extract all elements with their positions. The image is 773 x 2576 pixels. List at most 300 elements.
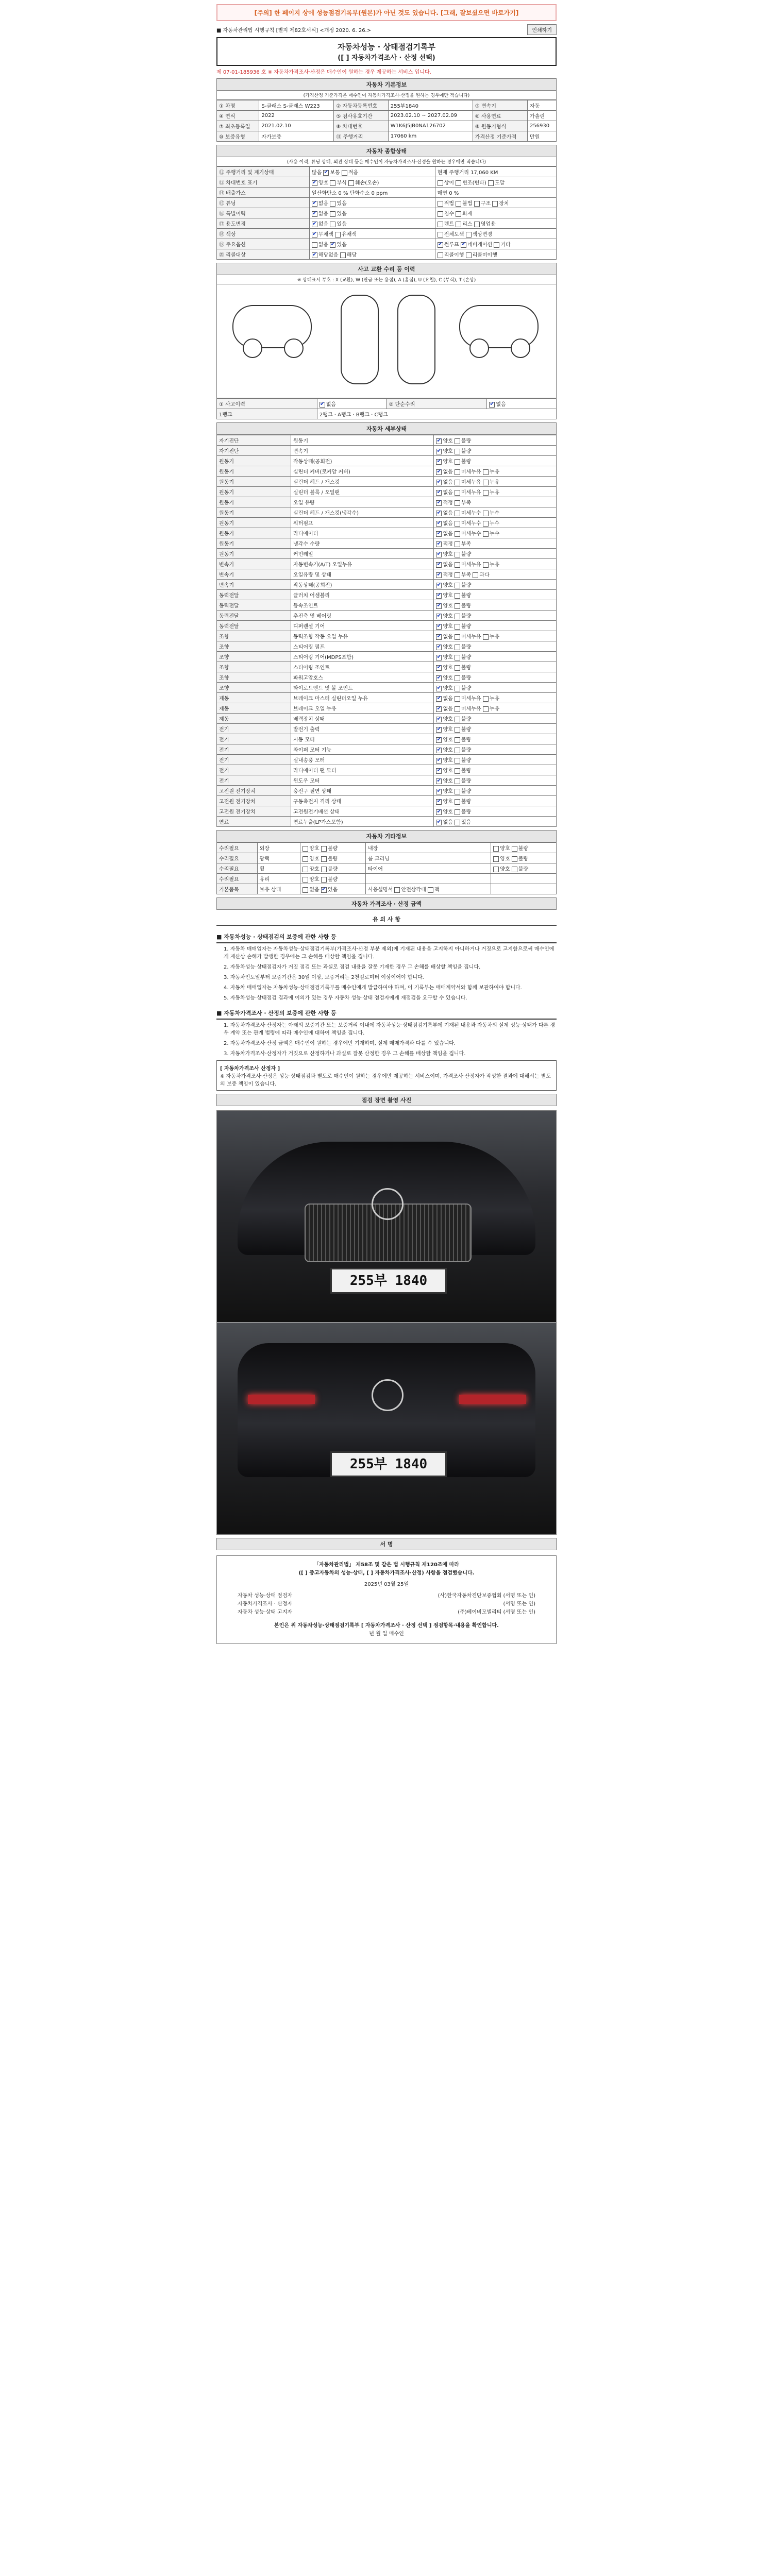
signature-row [222, 1600, 551, 1608]
checkbox-icon[interactable] [340, 252, 346, 258]
checkbox-icon[interactable] [312, 201, 317, 207]
checkbox-icon[interactable] [455, 593, 460, 599]
wheel-icon [469, 338, 489, 358]
checkbox-icon[interactable] [436, 789, 442, 794]
checkbox-icon[interactable] [323, 170, 329, 176]
checkbox-icon[interactable] [455, 768, 460, 774]
checkbox-icon[interactable] [493, 856, 499, 862]
checkbox-icon[interactable] [461, 242, 466, 248]
checkbox-icon[interactable] [342, 170, 347, 176]
basic-info-label: ⑨ 원동기형식 [473, 121, 527, 131]
checkbox-icon[interactable] [436, 645, 442, 650]
detail-row [217, 611, 557, 621]
other-info-cell: 기본품목 [217, 884, 258, 894]
detail-category: 조향 [217, 631, 291, 641]
signature-signer[interactable]: (주)베이비모빌리티 (서명 또는 인) [458, 1609, 535, 1615]
detail-item: 실린더 커버(로커암 커버) [291, 466, 434, 477]
detail-row [217, 477, 557, 487]
checkbox-icon[interactable] [436, 696, 442, 702]
checkbox-icon[interactable] [436, 531, 442, 537]
basic-info-value: 2021.02.10 [259, 121, 334, 131]
detail-item: 스티어링 펌프 [291, 641, 434, 652]
checkbox-icon[interactable] [436, 572, 442, 578]
checkbox-icon[interactable] [436, 511, 442, 516]
checkbox-icon[interactable] [436, 490, 442, 496]
detail-category: 전기 [217, 765, 291, 775]
checkbox-icon[interactable] [303, 877, 308, 883]
detail-category: 원동기 [217, 507, 291, 518]
checkbox-icon[interactable] [436, 459, 442, 465]
detail-category: 조향 [217, 662, 291, 672]
checkbox-icon[interactable] [474, 201, 480, 207]
overall-row [217, 239, 557, 249]
signature-heading: 서 명 [216, 1538, 557, 1550]
detail-row [217, 621, 557, 631]
checkbox-icon[interactable] [483, 490, 489, 496]
overall-value: ✔ 썬루프 ✔네비게이션 기타 [435, 239, 556, 249]
checkbox-icon[interactable] [335, 232, 341, 238]
detail-status: ✔ 양호 불량 [434, 734, 557, 744]
checkbox-icon[interactable] [436, 449, 442, 454]
checkbox-icon[interactable] [312, 242, 317, 248]
checkbox-icon[interactable] [494, 242, 499, 248]
checkbox-icon[interactable] [455, 469, 460, 475]
checkbox-icon[interactable] [330, 242, 335, 248]
notice1-list [224, 945, 557, 1002]
detail-status: ✔ 양호 불량 [434, 755, 557, 765]
license-plate: 255부 1840 [330, 1451, 447, 1477]
basic-info-label: ⑤ 검사유효기간 [334, 111, 388, 121]
checkbox-icon[interactable] [436, 799, 442, 805]
checkbox-icon[interactable] [321, 846, 327, 852]
checkbox-icon[interactable] [428, 887, 433, 893]
checkbox-icon[interactable] [483, 531, 489, 537]
other-info-cell: 사용설명서 안전삼각대 잭 [365, 884, 491, 894]
detail-category: 동력전달 [217, 611, 291, 621]
checkbox-icon[interactable] [436, 603, 442, 609]
basic-info-row [217, 121, 557, 131]
detail-status: ✔ 없음 있음 [434, 817, 557, 827]
detail-status: ✔ 양호 불량 [434, 796, 557, 806]
notice2-heading: ■ 자동차가격조사 · 산정의 보증에 관한 사항 등 [216, 1007, 557, 1020]
checkbox-icon[interactable] [455, 603, 460, 609]
detail-row [217, 518, 557, 528]
checkbox-icon[interactable] [512, 846, 517, 852]
signature-intro: 「자동차관리법」 제58조 및 같은 법 시행규칙 제120조에 따라 [313, 1562, 460, 1568]
warning-banner[interactable]: [주의] 한 페이지 상에 성능점검기록부(원본)가 아닌 것도 있습니다. [그래, 잘보셨으면 바로가기] [216, 4, 557, 21]
checkbox-icon[interactable] [455, 541, 460, 547]
detail-category: 제동 [217, 693, 291, 703]
checkbox-icon[interactable] [436, 624, 442, 630]
detail-item: 클러치 어셈블리 [291, 590, 434, 600]
signature-signer[interactable]: (서명 또는 인) [503, 1601, 535, 1607]
frame-rank-b: B랭크 [356, 412, 369, 418]
checkbox-icon[interactable] [438, 201, 443, 207]
checkbox-icon[interactable] [348, 180, 354, 186]
checkbox-icon[interactable] [489, 402, 495, 408]
detail-category: 조향 [217, 652, 291, 662]
vehicle-photo-front[interactable] [217, 1111, 556, 1323]
basic-info-value: 256930 [527, 121, 556, 131]
detail-row [217, 456, 557, 466]
basic-info-row [217, 131, 557, 142]
basic-info-value: 자동 [527, 100, 556, 111]
detail-status: ✔ 적정 부족 [434, 538, 557, 549]
checkbox-icon[interactable] [330, 211, 335, 217]
checkbox-icon[interactable] [436, 820, 442, 825]
notice-paragraph: 2. 자동차성능·상태점검자가 거짓 점검 또는 과실로 점검 내용을 잘못 기재한 경우 그 손해를 배상할 책임을 집니다. [224, 964, 481, 970]
checkbox-icon[interactable] [303, 867, 308, 872]
basic-info-value: 만원 [527, 131, 556, 142]
checkbox-icon[interactable] [436, 727, 442, 733]
checkbox-icon[interactable] [512, 867, 517, 872]
detail-status: ✔ 양호 불량 [434, 744, 557, 755]
checkbox-icon[interactable] [303, 846, 308, 852]
checkbox-icon[interactable] [436, 778, 442, 784]
detail-category: 조향 [217, 641, 291, 652]
checkbox-icon[interactable] [456, 180, 461, 186]
basic-info-label: ⑩ 보증유형 [217, 131, 259, 142]
detail-category: 동력전달 [217, 590, 291, 600]
checkbox-icon[interactable] [436, 768, 442, 774]
basic-info-value: 2023.02.10 ~ 2027.02.09 [388, 111, 473, 121]
checkbox-icon[interactable] [455, 624, 460, 630]
overall-row [217, 177, 557, 188]
detail-status: ✔ 양호 불량 [434, 549, 557, 559]
detail-category: 고전원 전기장치 [217, 796, 291, 806]
checkbox-icon[interactable] [303, 856, 308, 862]
checkbox-icon[interactable] [455, 521, 460, 527]
detail-category: 고전원 전기장치 [217, 806, 291, 817]
checkbox-icon[interactable] [455, 696, 460, 702]
license-plate: 255부 1840 [330, 1268, 447, 1294]
checkbox-icon[interactable] [438, 242, 443, 248]
detail-row [217, 693, 557, 703]
checkbox-icon[interactable] [455, 717, 460, 722]
basic-info-label: ⑪ 주행거리 [334, 131, 388, 142]
detail-category: 조향 [217, 672, 291, 683]
checkbox-icon[interactable] [483, 562, 489, 568]
checkbox-icon[interactable] [394, 887, 400, 893]
checkbox-icon[interactable] [438, 232, 443, 238]
frame-rank-a: A랭크 [338, 412, 351, 418]
detail-item: 실린더 블록 / 오일팬 [291, 487, 434, 497]
detail-status: ✔ 양호 불량 [434, 683, 557, 693]
detail-row [217, 538, 557, 549]
mercedes-logo-icon [372, 1379, 404, 1411]
checkbox-icon[interactable] [455, 686, 460, 691]
other-info-cell: 보유 상태 [257, 884, 300, 894]
checkbox-icon[interactable] [303, 887, 308, 893]
overall-label: ⑮ 튜닝 [217, 198, 310, 208]
notice-paragraph: 1. 자동차 매매업자는 자동차성능·상태점검기록부(가격조사·산정 부분 제외)에 기재된 내용을 고지하지 아니하거나 거짓으로 고지함으로써 매수인에게 재산상 손해가 발생한 경우에는 그 손해를 배상할 책임을 집니다. [224, 946, 554, 960]
checkbox-icon[interactable] [488, 180, 494, 186]
checkbox-icon[interactable] [330, 201, 335, 207]
checkbox-icon[interactable] [438, 180, 443, 186]
checkbox-icon[interactable] [474, 222, 480, 227]
checkbox-icon[interactable] [436, 438, 442, 444]
checkbox-icon[interactable] [455, 614, 460, 619]
overall-note: (사용 이력, 튜닝 상태, 외관 상태 등은 매수인이 자동차가격조사·산정을 원하는 경우에만 적습니다) [216, 157, 557, 166]
checkbox-icon[interactable] [436, 717, 442, 722]
other-info-cell: 외장 [257, 843, 300, 853]
detail-item: 실린더 헤드 / 개스킷 [291, 477, 434, 487]
checkbox-icon[interactable] [483, 706, 489, 712]
detail-status: ✔ 없음 미세누수 누수 [434, 528, 557, 538]
overall-label: ⑭ 배출가스 [217, 188, 310, 198]
overall-value: ✔ 양호 부식 훼손(오손) [309, 177, 435, 188]
signature-row [222, 1608, 551, 1617]
other-info-cell: 수리필요 [217, 853, 258, 863]
checkbox-icon[interactable] [438, 211, 443, 217]
checkbox-icon[interactable] [455, 655, 460, 660]
detail-status: ✔ 양호 불량 [434, 446, 557, 456]
basic-info-row [217, 111, 557, 121]
checkbox-icon[interactable] [436, 480, 442, 485]
checkbox-icon[interactable] [455, 758, 460, 764]
wheel-icon [243, 338, 262, 358]
checkbox-icon[interactable] [438, 222, 443, 227]
checkbox-icon[interactable] [455, 634, 460, 640]
checkbox-icon[interactable] [493, 846, 499, 852]
overall-value: ✔ 없음 있음 [309, 218, 435, 229]
checkbox-icon[interactable] [455, 665, 460, 671]
checkbox-icon[interactable] [455, 480, 460, 485]
checkbox-icon[interactable] [321, 856, 327, 862]
checkbox-icon[interactable] [330, 180, 335, 186]
detail-category: 원동기 [217, 518, 291, 528]
checkbox-icon[interactable] [455, 500, 460, 506]
overall-heading: 자동차 종합상태 [216, 145, 557, 157]
other-info-cell [365, 874, 491, 884]
inspection-document [216, 4, 557, 1644]
detail-row [217, 435, 557, 446]
detail-row [217, 631, 557, 641]
checkbox-icon[interactable] [436, 665, 442, 671]
inspector-box [216, 1060, 557, 1091]
detail-category: 변속기 [217, 580, 291, 590]
checkbox-icon[interactable] [436, 706, 442, 712]
checkbox-icon[interactable] [436, 748, 442, 753]
checkbox-icon[interactable] [455, 675, 460, 681]
checkbox-icon[interactable] [436, 675, 442, 681]
checkbox-icon[interactable] [455, 645, 460, 650]
detail-status: ✔ 양호 불량 [434, 611, 557, 621]
checkbox-icon[interactable] [455, 809, 460, 815]
checkbox-icon[interactable] [483, 480, 489, 485]
detail-status: ✔ 적정 부족 과다 [434, 569, 557, 580]
checkbox-icon[interactable] [321, 867, 327, 872]
taillight-left [248, 1395, 315, 1404]
checkbox-icon[interactable] [436, 686, 442, 691]
overall-value: ✔ 무채색 유채색 [309, 229, 435, 239]
notice-paragraph: 2. 자동차가격조사·산정 금액은 매수인이 원하는 경우에만 기재하며, 실제 매매가격과 다를 수 있습니다. [224, 1041, 456, 1046]
detail-item: 오일유량 및 상태 [291, 569, 434, 580]
checkbox-icon[interactable] [456, 201, 461, 207]
checkbox-icon[interactable] [312, 180, 317, 186]
print-button[interactable]: 인쇄하기 [527, 24, 557, 35]
checkbox-icon[interactable] [455, 490, 460, 496]
checkbox-icon[interactable] [436, 583, 442, 588]
detail-item: 스티어링 조인트 [291, 662, 434, 672]
checkbox-icon[interactable] [436, 541, 442, 547]
detail-row [217, 683, 557, 693]
checkbox-icon[interactable] [436, 521, 442, 527]
checkbox-icon[interactable] [483, 511, 489, 516]
checkbox-icon[interactable] [436, 469, 442, 475]
checkbox-icon[interactable] [321, 887, 327, 893]
other-info-cell: 수리필요 [217, 874, 258, 884]
detail-category: 전기 [217, 744, 291, 755]
detail-status: ✔ 없음 미세누유 누유 [434, 703, 557, 714]
checkbox-icon[interactable] [312, 232, 317, 238]
title-line1: 자동차성능 · 상태점검기록부 [337, 42, 436, 52]
detail-row [217, 775, 557, 786]
checkbox-icon[interactable] [455, 789, 460, 794]
checkbox-icon[interactable] [312, 222, 317, 227]
detail-status: ✔ 양호 불량 [434, 714, 557, 724]
signature-row [222, 1592, 551, 1600]
checkbox-icon[interactable] [455, 531, 460, 537]
basic-info-label: ① 차명 [217, 100, 259, 111]
checkbox-icon[interactable] [455, 459, 460, 465]
checkbox-icon[interactable] [455, 820, 460, 825]
detail-category: 원동기 [217, 456, 291, 466]
checkbox-icon[interactable] [455, 778, 460, 784]
overall-value: 현재 주행거리 17,060 KM [435, 167, 556, 177]
detail-category: 자기진단 [217, 446, 291, 456]
detail-category: 원동기 [217, 487, 291, 497]
other-info-cell: 양호 불량 [300, 874, 366, 884]
checkbox-icon[interactable] [436, 500, 442, 506]
overall-value: 리콜이행 리콜미이행 [435, 249, 556, 260]
detail-status: ✔ 양호 불량 [434, 600, 557, 611]
checkbox-icon[interactable] [473, 572, 478, 578]
overall-value: ✔ 없음 있음 [309, 198, 435, 208]
overall-row [217, 188, 557, 198]
overall-value: 상이 변조(변타) 도말 [435, 177, 556, 188]
checkbox-icon[interactable] [455, 727, 460, 733]
signature-block [216, 1555, 557, 1644]
detail-row [217, 580, 557, 590]
detail-item: 윈도우 모터 [291, 775, 434, 786]
checkbox-icon[interactable] [436, 634, 442, 640]
checkbox-icon[interactable] [436, 562, 442, 568]
detail-item: 등속조인트 [291, 600, 434, 611]
checkbox-icon[interactable] [455, 562, 460, 568]
overall-value: 전체도색 색상변경 [435, 229, 556, 239]
checkbox-icon[interactable] [455, 706, 460, 712]
detail-item: 작동상태(공회전) [291, 456, 434, 466]
detail-row [217, 703, 557, 714]
basic-info-value: 자가보증 [259, 131, 334, 142]
other-info-heading: 자동차 기타정보 [216, 830, 557, 842]
signature-role: 자동차 성능·상태 고지자 [238, 1609, 293, 1615]
signature-signer[interactable]: (사)한국자동차진단보증협회 (서명 또는 인) [438, 1593, 535, 1599]
detail-item: 라디에이터 [291, 528, 434, 538]
checkbox-icon[interactable] [436, 809, 442, 815]
basic-info-value: 255부1840 [388, 100, 473, 111]
checkbox-icon[interactable] [320, 402, 325, 408]
vehicle-photo-rear[interactable] [217, 1323, 556, 1534]
checkbox-icon[interactable] [492, 201, 498, 207]
checkbox-icon[interactable] [455, 438, 460, 444]
frame-rank-label: 1랭크 [217, 409, 317, 419]
other-info-row [217, 874, 557, 884]
checkbox-icon[interactable] [512, 856, 517, 862]
checkbox-icon[interactable] [483, 696, 489, 702]
checkbox-icon[interactable] [455, 552, 460, 557]
signature-role: 자동차 성능·상태 점검자 [238, 1593, 293, 1599]
detail-status: ✔ 양호 불량 [434, 652, 557, 662]
checkbox-icon[interactable] [456, 211, 461, 217]
checkbox-icon[interactable] [330, 222, 335, 227]
overall-value: 일산화탄소 0 % 탄화수소 0 ppm [309, 188, 435, 198]
detail-status: ✔ 양호 불량 [434, 786, 557, 796]
checkbox-icon[interactable] [466, 252, 472, 258]
basic-info-label: ③ 변속기 [473, 100, 527, 111]
basic-info-label: ⑧ 차대번호 [334, 121, 388, 131]
checkbox-icon[interactable] [483, 469, 489, 475]
checkbox-icon[interactable] [321, 877, 327, 883]
detail-category: 동력전달 [217, 600, 291, 611]
checkbox-icon[interactable] [493, 867, 499, 872]
detail-status: ✔ 양호 불량 [434, 662, 557, 672]
detail-item: 타이로드엔드 및 볼 조인트 [291, 683, 434, 693]
checkbox-icon[interactable] [312, 211, 317, 217]
checkbox-icon[interactable] [466, 232, 472, 238]
checkbox-icon[interactable] [455, 511, 460, 516]
overall-label: ⑱ 색상 [217, 229, 310, 239]
checkbox-icon[interactable] [456, 222, 461, 227]
overall-row [217, 218, 557, 229]
detail-row [217, 765, 557, 775]
checkbox-icon[interactable] [312, 252, 317, 258]
other-info-cell: 없음 ✔있음 [300, 884, 366, 894]
other-info-cell: 룸 크리닝 [365, 853, 491, 863]
checkbox-icon[interactable] [436, 758, 442, 764]
checkbox-icon[interactable] [455, 748, 460, 753]
overall-row [217, 167, 557, 177]
checkbox-icon[interactable] [436, 593, 442, 599]
detail-item: 연료누출(LP가스포함) [291, 817, 434, 827]
accident-history-text: 없음 [326, 402, 337, 408]
basic-info-row [217, 100, 557, 111]
detail-status: ✔ 양호 불량 [434, 590, 557, 600]
checkbox-icon[interactable] [483, 634, 489, 640]
signature-date: 2025년 03월 25일 [364, 1582, 409, 1587]
detail-item: 작동상태(공회전) [291, 580, 434, 590]
detail-row [217, 662, 557, 672]
taillight-right [459, 1395, 526, 1404]
detail-item: 와이퍼 모터 기능 [291, 744, 434, 755]
checkbox-icon[interactable] [436, 737, 442, 743]
checkbox-icon[interactable] [455, 799, 460, 805]
checkbox-icon[interactable] [436, 655, 442, 660]
checkbox-icon[interactable] [455, 572, 460, 578]
other-info-cell: 수리필요 [217, 863, 258, 874]
checkbox-icon[interactable] [455, 583, 460, 588]
checkbox-icon[interactable] [483, 521, 489, 527]
detail-item: 워터펌프 [291, 518, 434, 528]
checkbox-icon[interactable] [455, 737, 460, 743]
checkbox-icon[interactable] [455, 449, 460, 454]
checkbox-icon[interactable] [436, 614, 442, 619]
detail-item: 스티어링 기어(MDPS포함) [291, 652, 434, 662]
checkbox-icon[interactable] [436, 552, 442, 557]
checkbox-icon[interactable] [438, 252, 443, 258]
detail-row [217, 497, 557, 507]
